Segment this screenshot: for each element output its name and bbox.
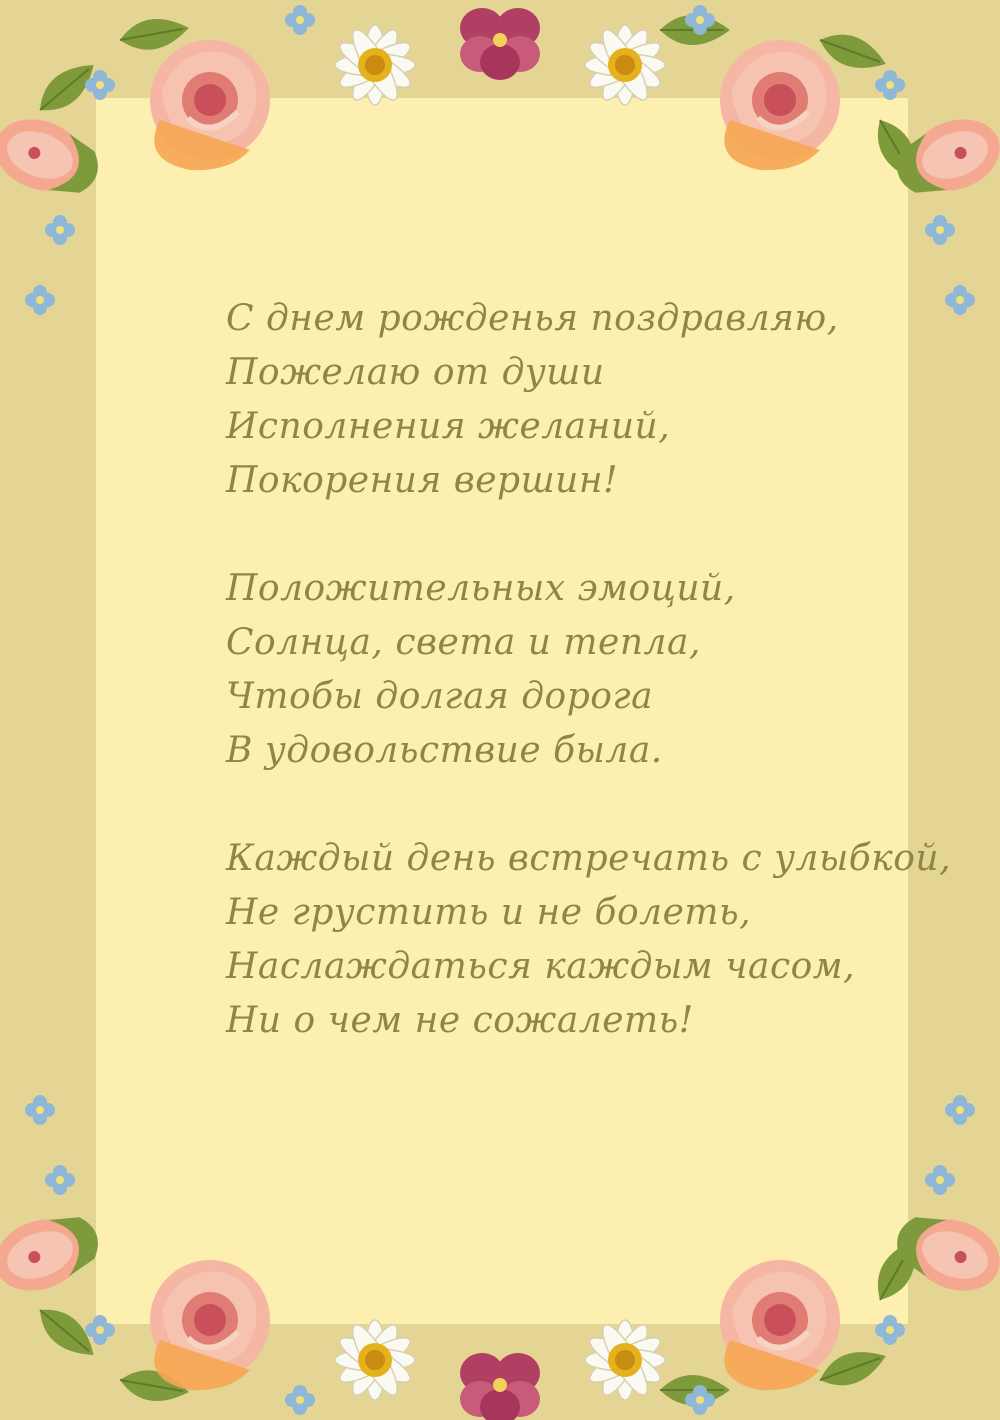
poem-line: Каждый день встречать с улыбкой, bbox=[226, 838, 952, 879]
poem-line: Не грустить и не болеть, bbox=[226, 892, 752, 933]
poem-line: Покорения вершин! bbox=[226, 460, 619, 501]
poem-stanza-3 bbox=[226, 832, 952, 1048]
top-floral-garland bbox=[0, 5, 1000, 315]
poem-line: В удовольствие была. bbox=[226, 730, 663, 771]
poem-line: С днем рожденья поздравляю, bbox=[226, 298, 839, 339]
poem-line: Ни о чем не сожалеть! bbox=[226, 1000, 694, 1041]
poem-line: Пожелаю от души bbox=[226, 352, 605, 393]
bottom-floral-garland bbox=[0, 1095, 1000, 1420]
poem-line: Исполнения желаний, bbox=[226, 406, 671, 447]
poem-line: Положительных эмоций, bbox=[226, 568, 736, 609]
poem-line: Наслаждаться каждым часом, bbox=[226, 946, 856, 987]
poem-line: Солнца, света и тепла, bbox=[226, 622, 701, 663]
poem-stanza-2 bbox=[226, 562, 906, 778]
poem-line: Чтобы долгая дорога bbox=[226, 676, 654, 717]
poem bbox=[226, 292, 952, 1048]
poem-stanza-1 bbox=[226, 292, 906, 508]
